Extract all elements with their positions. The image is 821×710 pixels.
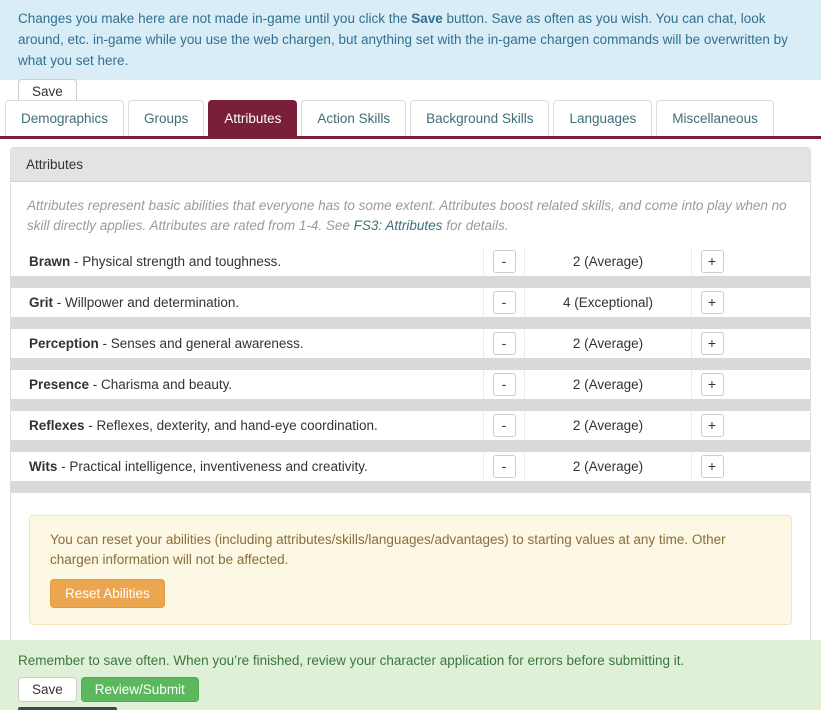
attribute-row: [11, 411, 810, 440]
attribute-value: 2 (Average): [524, 370, 692, 399]
attribute-value: 2 (Average): [524, 452, 692, 481]
footer-bar: [0, 640, 821, 710]
info-text-after: button. Save as often as you wish. You can chat, look around, etc. in-game while you use the web chargen, but anything set with the in-game chargen commands will be overwritten by what you set here.: [18, 11, 788, 68]
attribute-separator: -: [89, 376, 102, 392]
attribute-description: [11, 452, 484, 481]
attribute-name: Reflexes: [29, 417, 85, 433]
tab-demographics[interactable]: Demographics: [5, 100, 124, 136]
minus-cell: [484, 370, 524, 399]
row-end-spacer: [732, 247, 810, 276]
attribute-name: Brawn: [29, 253, 71, 269]
minus-cell: [484, 452, 524, 481]
reset-warning-box: [29, 515, 792, 626]
row-divider-stripe: [11, 358, 810, 370]
attribute-row: [11, 329, 810, 358]
tab-groups[interactable]: Groups: [128, 100, 204, 136]
attribute-value: 2 (Average): [524, 247, 692, 276]
save-button-top[interactable]: Save: [18, 79, 77, 104]
attribute-separator: -: [98, 335, 111, 351]
plus-cell: [692, 329, 732, 358]
note-text-after: for details.: [442, 218, 509, 234]
attribute-separator: -: [57, 458, 70, 474]
attribute-row: [11, 452, 810, 481]
attribute-desc-text: Willpower and determination.: [65, 294, 240, 310]
row-end-spacer: [732, 329, 810, 358]
attribute-desc-text: Physical strength and toughness.: [82, 253, 282, 269]
increase-button[interactable]: +: [701, 332, 724, 355]
info-banner: [0, 0, 821, 99]
attribute-name: Grit: [29, 294, 54, 310]
panel-body: [11, 182, 810, 625]
row-divider-stripe: [11, 399, 810, 411]
reset-warning-text: You can reset your abilities (including attributes/skills/languages/advantages) to starting values at any time. Other chargen information will not be affected.: [50, 531, 726, 567]
info-banner-text: [18, 9, 803, 72]
decrease-button[interactable]: -: [493, 291, 516, 314]
attributes-panel: [10, 147, 811, 676]
row-end-spacer: [732, 370, 810, 399]
attributes-note: [11, 182, 810, 247]
tab-miscellaneous[interactable]: Miscellaneous: [656, 100, 774, 136]
attribute-desc-text: Senses and general awareness.: [110, 335, 304, 351]
attribute-desc-text: Practical intelligence, inventiveness and creativity.: [69, 458, 368, 474]
decrease-button[interactable]: -: [493, 250, 516, 273]
attribute-value: 2 (Average): [524, 329, 692, 358]
decrease-button[interactable]: -: [493, 455, 516, 478]
row-divider-stripe: [11, 481, 810, 493]
attribute-row: [11, 370, 810, 399]
attribute-description: [11, 329, 484, 358]
attribute-description: [11, 411, 484, 440]
tab-action-skills[interactable]: Action Skills: [301, 100, 406, 136]
minus-cell: [484, 247, 524, 276]
minus-cell: [484, 329, 524, 358]
tab-languages[interactable]: Languages: [553, 100, 652, 136]
decrease-button[interactable]: -: [493, 332, 516, 355]
info-text-bold-save: Save: [411, 11, 443, 26]
attribute-desc-text: Charisma and beauty.: [101, 376, 233, 392]
plus-cell: [692, 452, 732, 481]
fs3-attributes-link[interactable]: FS3: Attributes: [353, 218, 443, 234]
tab-attributes[interactable]: Attributes: [208, 100, 297, 136]
tab-background-skills[interactable]: Background Skills: [410, 100, 549, 136]
minus-cell: [484, 411, 524, 440]
attribute-value: 4 (Exceptional): [524, 288, 692, 317]
attribute-row: [11, 288, 810, 317]
attribute-separator: -: [84, 417, 97, 433]
attribute-separator: -: [70, 253, 83, 269]
plus-cell: [692, 247, 732, 276]
attribute-description: [11, 288, 484, 317]
plus-cell: [692, 411, 732, 440]
attribute-desc-text: Reflexes, dexterity, and hand-eye coordination.: [96, 417, 378, 433]
attribute-separator: -: [53, 294, 66, 310]
reset-abilities-button[interactable]: Reset Abilities: [50, 579, 165, 608]
attribute-name: Perception: [29, 335, 99, 351]
attribute-value: 2 (Average): [524, 411, 692, 440]
tab-bar: [0, 100, 821, 139]
attribute-name: Wits: [29, 458, 58, 474]
footer-text: Remember to save often. When you’re finished, review your character application for errors before submitting it.: [18, 653, 685, 668]
footer-buttons: [18, 677, 803, 702]
plus-cell: [692, 288, 732, 317]
row-divider-stripe: [11, 276, 810, 288]
increase-button[interactable]: +: [701, 250, 724, 273]
attribute-description: [11, 370, 484, 399]
minus-cell: [484, 288, 524, 317]
increase-button[interactable]: +: [701, 373, 724, 396]
row-end-spacer: [732, 288, 810, 317]
panel-title: Attributes: [11, 148, 810, 182]
increase-button[interactable]: +: [701, 414, 724, 437]
row-divider-stripe: [11, 440, 810, 452]
attribute-description: [11, 247, 484, 276]
plus-cell: [692, 370, 732, 399]
row-end-spacer: [732, 411, 810, 440]
decrease-button[interactable]: -: [493, 414, 516, 437]
row-divider-stripe: [11, 317, 810, 329]
info-text-before: Changes you make here are not made in-game until you click the: [18, 11, 412, 26]
note-text-before: Attributes represent basic abilities that everyone has to some extent. Attributes boost related skills, and come into play when no skill directly applies. Attributes are rated from 1-4. See: [27, 198, 787, 234]
attributes-table: [11, 247, 810, 493]
row-end-spacer: [732, 452, 810, 481]
increase-button[interactable]: +: [701, 291, 724, 314]
attribute-row: [11, 247, 810, 276]
save-button-bottom[interactable]: Save: [18, 677, 77, 702]
review-submit-button[interactable]: Review/Submit: [81, 677, 199, 702]
increase-button[interactable]: +: [701, 455, 724, 478]
decrease-button[interactable]: -: [493, 373, 516, 396]
attribute-name: Presence: [29, 376, 90, 392]
